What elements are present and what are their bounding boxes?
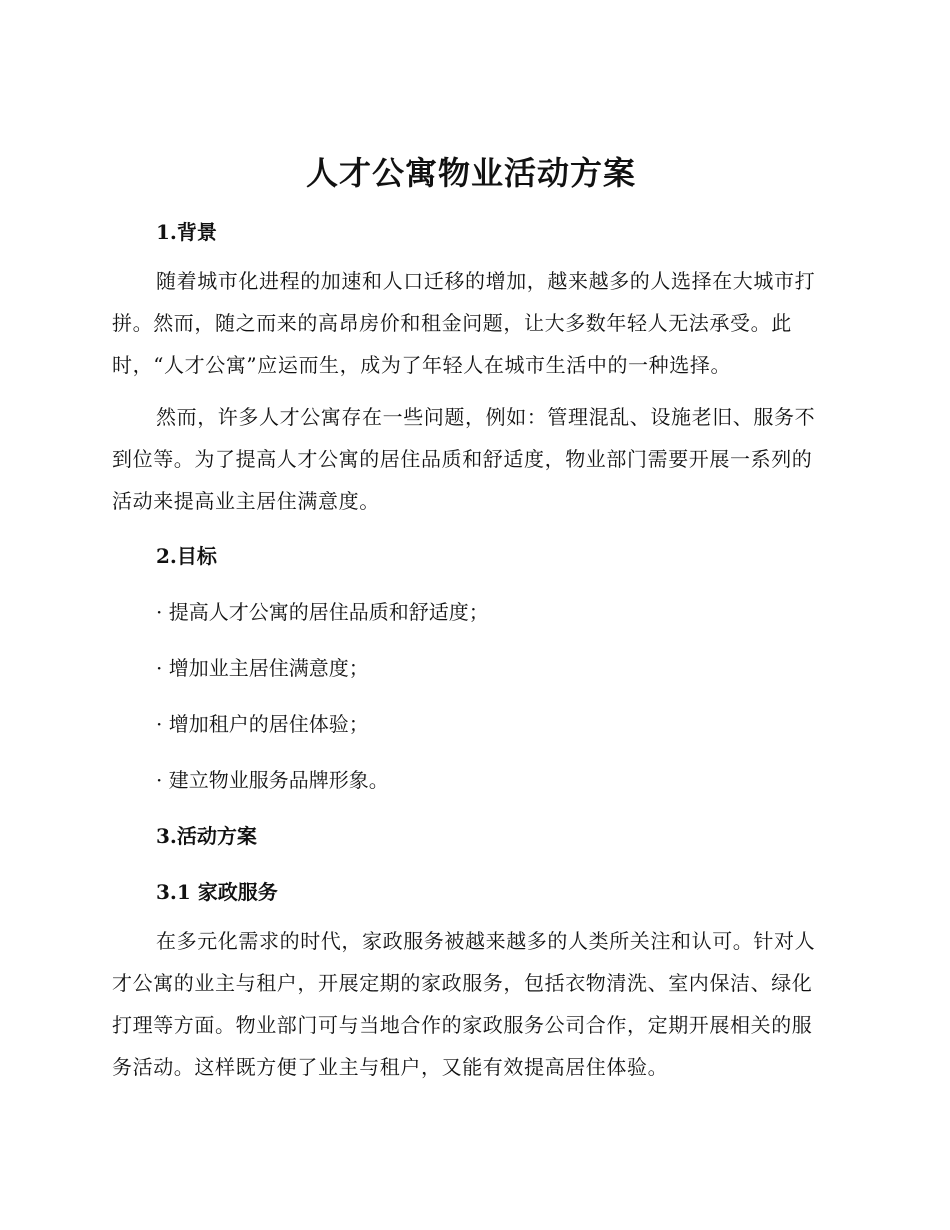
spacer bbox=[112, 854, 830, 874]
spacer bbox=[112, 742, 830, 762]
goal-item-4: · 建立物业服务品牌形象。 bbox=[156, 768, 389, 792]
housekeeping-paragraph: 在多元化需求的时代，家政服务被越来越多的人类所关注和认可。针对人才公寓的业主与租户，开展定期的家政服务，包括衣物清洗、室内保洁、绿化打理等方面。物业部门可与当地合作的家政服务公司合作，定期开展相关的服务活动。这样既方便了业主与租户，又能有效提高居住体验。 bbox=[112, 929, 816, 1079]
section-heading-plan: 3.活动方案 bbox=[156, 824, 257, 848]
spacer bbox=[112, 522, 830, 538]
spacer bbox=[112, 686, 830, 706]
document-title: 人才公寓物业活动方案 bbox=[305, 154, 636, 192]
spacer bbox=[112, 574, 830, 594]
subsection-heading-housekeeping: 3.1 家政服务 bbox=[156, 880, 278, 904]
goal-item-1: · 提高人才公寓的居住品质和舒适度； bbox=[156, 600, 489, 624]
section-heading-background: 1.背景 bbox=[156, 220, 217, 244]
goal-item-3: · 增加租户的居住体验； bbox=[156, 712, 369, 736]
goal-item-2: · 增加业主居住满意度； bbox=[156, 656, 369, 680]
background-paragraph-1: 随着城市化进程的加速和人口迁移的增加，越来越多的人选择在大城市打拼。然而，随之而来的高昂房价和租金问题，让大多数年轻人无法承受。此时，“人才公寓”应运而生，成为了年轻人在城市生活中的一种选择。 bbox=[112, 269, 816, 377]
background-paragraph-2: 然而，许多人才公寓存在一些问题，例如：管理混乱、设施老旧、服务不到位等。为了提高人才公寓的居住品质和舒适度，物业部门需要开展一系列的活动来提高业主居住满意度。 bbox=[112, 405, 816, 513]
section-heading-goals: 2.目标 bbox=[156, 544, 217, 568]
spacer bbox=[112, 910, 830, 920]
spacer bbox=[112, 798, 830, 818]
spacer bbox=[112, 630, 830, 650]
document-page bbox=[112, 150, 830, 1088]
spacer bbox=[112, 386, 830, 396]
spacer bbox=[112, 250, 830, 260]
